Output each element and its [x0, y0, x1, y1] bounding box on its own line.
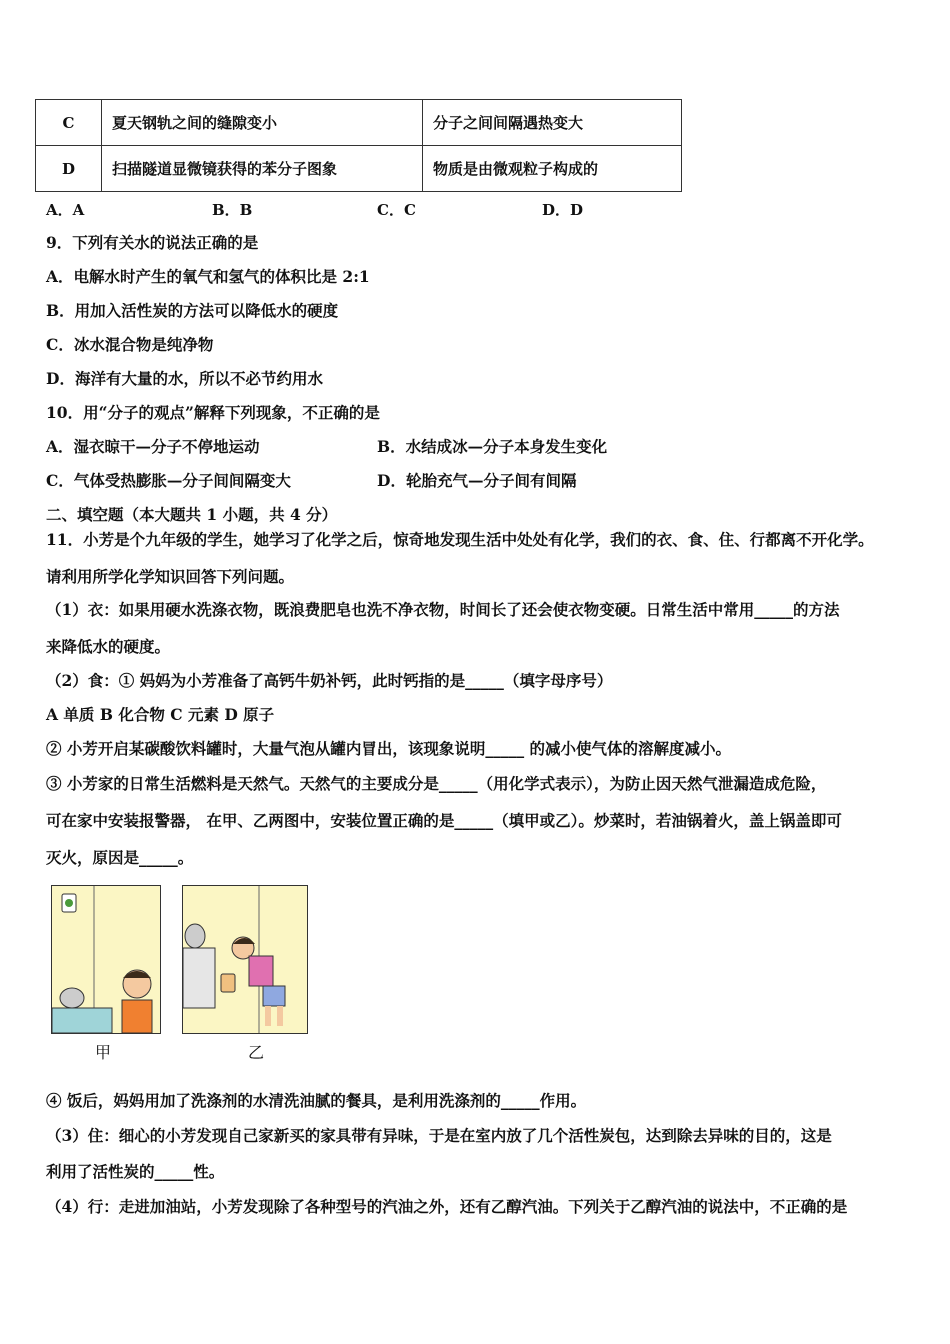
- section-heading: 二、填空题（本大题共 1 小题，共 4 分）: [46, 505, 338, 524]
- options-table: [35, 99, 682, 192]
- illustration-jia: [51, 885, 161, 1034]
- alarm-near-ceiling-illustration: [52, 886, 160, 1033]
- q11-line: 利用了活性炭的_____性。: [46, 1162, 225, 1181]
- q11-line: 请利用所学化学知识回答下列问题。: [46, 567, 295, 586]
- row-explanation: 分子之间间隔遇热变大: [423, 100, 682, 146]
- q11-line: （3）住：细心的小芳发现自己家新买的家具带有异味，于是在室内放了几个活性炭包，达到除去异味的目的，这是: [46, 1126, 832, 1145]
- q9-option-d: D．海洋有大量的水，所以不必节约用水: [46, 369, 323, 388]
- q11-line: 可在家中安装报警器， 在甲、乙两图中，安装位置正确的是_____（填甲或乙）。炒菜时，若油锅着火，盖上锅盖即可: [46, 811, 842, 830]
- q11-line: （2）食：① 妈妈为小芳准备了高钙牛奶补钙，此时钙指的是_____（填字母序号）: [46, 671, 613, 690]
- illustration-yi: [182, 885, 308, 1034]
- q11-line: （1）衣：如果用硬水洗涤衣物，既浪费肥皂也洗不净衣物，时间长了还会使衣物变硬。日常生活中常用_____的方法: [46, 600, 840, 619]
- table-row: [36, 100, 682, 146]
- q9-option-c: C．冰水混合物是纯净物: [46, 335, 214, 354]
- row-key: D: [36, 146, 102, 192]
- q8-choice-b: B．B: [212, 201, 253, 219]
- row-key: C: [36, 100, 102, 146]
- table-row: [36, 146, 682, 192]
- q10-option-c: C．气体受热膨胀—分子间间隔变大: [46, 471, 291, 490]
- q9-option-a: A．电解水时产生的氧气和氢气的体积比是 2:1: [46, 267, 370, 286]
- q8-choice-c: C．C: [377, 201, 416, 219]
- q11-line: 来降低水的硬度。: [46, 637, 171, 656]
- q10-stem: 10．用“分子的观点”解释下列现象，不正确的是: [46, 403, 380, 422]
- q10-option-d: D．轮胎充气—分子间有间隔: [377, 471, 577, 490]
- q11-line: （4）行：走进加油站，小芳发现除了各种型号的汽油之外，还有乙醇汽油。下列关于乙醇汽油的说法中，不正确的是: [46, 1197, 848, 1216]
- q9-option-b: B．用加入活性炭的方法可以降低水的硬度: [46, 301, 339, 320]
- caption-yi: 乙: [248, 1043, 265, 1062]
- q11-line: ② 小芳开启某碳酸饮料罐时，大量气泡从罐内冒出，该现象说明_____ 的减小使气体的溶解度减小。: [46, 739, 732, 758]
- q11-line: ③ 小芳家的日常生活燃料是天然气。天然气的主要成分是_____（用化学式表示），为防止因天然气泄漏造成危险，: [46, 774, 827, 793]
- row-phenomenon: 扫描隧道显微镜获得的苯分子图象: [102, 146, 423, 192]
- q11-line: A 单质 B 化合物 C 元素 D 原子: [46, 705, 275, 724]
- q9-stem: 9．下列有关水的说法正确的是: [46, 233, 259, 252]
- q8-choice-d: D．D: [542, 201, 584, 219]
- q11-line: 灭火，原因是_____。: [46, 848, 194, 867]
- q8-choice-a: A．A: [46, 201, 85, 219]
- q11-line: ④ 饭后，妈妈用加了洗涤剂的水清洗油腻的餐具，是利用洗涤剂的_____作用。: [46, 1091, 587, 1110]
- row-explanation: 物质是由微观粒子构成的: [423, 146, 682, 192]
- q10-option-b: B．水结成冰—分子本身发生变化: [377, 437, 608, 456]
- alarm-near-floor-illustration: [183, 886, 307, 1033]
- row-phenomenon: 夏天钢轨之间的缝隙变小: [102, 100, 423, 146]
- caption-jia: 甲: [95, 1043, 112, 1062]
- q11-line: 11．小芳是个九年级的学生，她学习了化学之后，惊奇地发现生活中处处有化学，我们的衣、食、住、行都离不开化学。: [46, 530, 874, 549]
- q10-option-a: A．湿衣晾干—分子不停地运动: [46, 437, 260, 456]
